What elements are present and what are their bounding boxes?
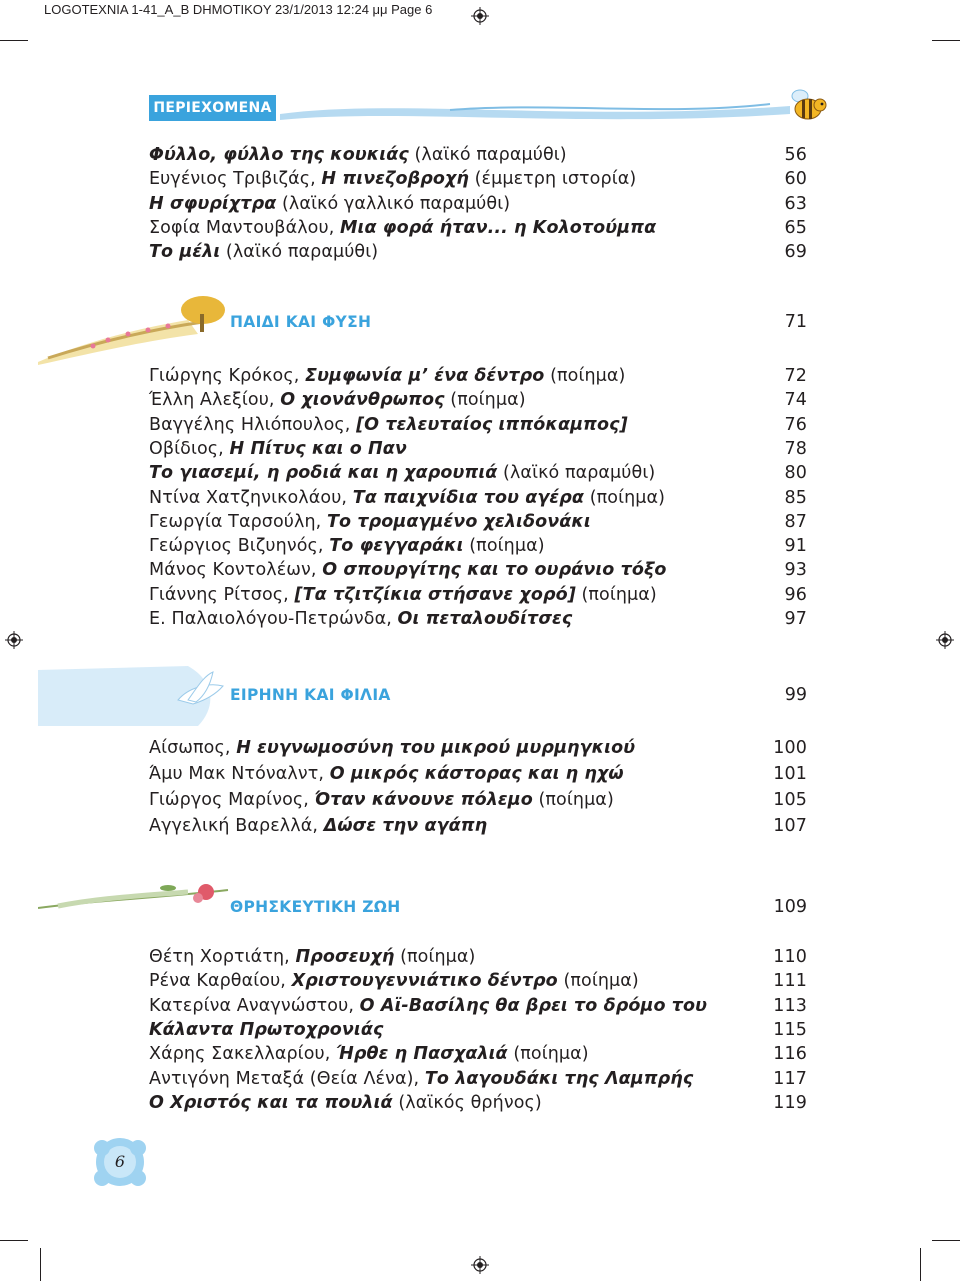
contents-entry (149, 242, 807, 268)
contents-entry (149, 439, 807, 465)
entry-title: Το τρομαγμένο χελιδονάκι (326, 511, 591, 532)
entry-title: Το μέλι (149, 242, 221, 263)
contents-entry (149, 169, 807, 195)
entry-author: Σοφία Μαντουβάλου, (149, 217, 341, 238)
contents-entry (149, 194, 807, 220)
entry-text (149, 816, 487, 836)
entry-author: Γιώργος Μαρίνος, (149, 790, 315, 810)
entry-page: 117 (773, 1068, 807, 1089)
contents-entry (149, 1020, 807, 1046)
entry-author: Οβίδιος, (149, 438, 230, 459)
entry-text (149, 585, 657, 605)
entry-text (149, 536, 545, 556)
entry-note: (ποίημα) (532, 790, 614, 810)
entry-title: Το λαγουδάκι της Λαμπρής (424, 1068, 694, 1089)
contents-entry (149, 536, 807, 562)
entry-page: 97 (784, 609, 807, 629)
entry-page: 96 (784, 584, 807, 605)
entry-text (149, 463, 655, 483)
entry-author: Βαγγέλης Ηλιόπουλος, (149, 414, 357, 435)
entry-author: Γιάννης Ρίτσος, (149, 584, 295, 605)
entry-text (149, 390, 526, 410)
entry-author: Ευγένιος Τριβιζάς, (149, 169, 322, 190)
entry-title: Προσευχή (295, 947, 395, 967)
entry-text (149, 145, 567, 165)
entry-text (149, 169, 636, 189)
entry-title: [Τα τζιτζίκια στήσανε χορό] (294, 584, 576, 605)
entry-note: (ποίημα) (463, 536, 545, 557)
entry-note: (έμμετρη ιστορία) (468, 169, 637, 190)
entry-title: Το γιασεμί, η ροδιά και η χαρουπιά (149, 463, 498, 484)
entry-page: 116 (773, 1044, 807, 1065)
entry-text (149, 1020, 383, 1040)
entry-author: Χάρης Σακελλαρίου, (149, 1044, 337, 1065)
entry-text (149, 609, 572, 629)
contents-entry (149, 816, 807, 842)
contents-entry (149, 463, 807, 489)
entry-title: Ο σπουργίτης και το ουράνιο τόξο (322, 560, 667, 581)
section-page: 109 (773, 897, 807, 917)
entry-author: Αγγελική Βαρελλά, (149, 816, 324, 836)
contents-entry (149, 560, 807, 586)
contents-badge: ΠΕΡΙΕΧΟΜΕΝΑ (149, 95, 276, 121)
entry-page: 78 (784, 438, 807, 459)
crop-mark (0, 40, 28, 41)
entry-page: 69 (784, 242, 807, 263)
page-number: 6 (114, 1152, 126, 1171)
entry-page: 111 (773, 971, 807, 992)
entry-page: 105 (773, 790, 807, 810)
entry-title: Ο μικρός κάστορας και η ηχώ (329, 764, 624, 784)
entry-text (149, 218, 656, 238)
entry-text (149, 512, 591, 532)
entry-title: Μια φορά ήταν... η Κολοτούμπα (340, 217, 657, 238)
entry-page: 80 (784, 463, 807, 484)
entry-text (149, 1093, 542, 1113)
flower-branch-illustration (38, 878, 230, 918)
contents-entry (149, 738, 807, 764)
contents-entry (149, 390, 807, 416)
entry-page: 63 (784, 193, 807, 214)
entry-note: (ποίημα) (394, 947, 476, 967)
bee-icon (786, 88, 830, 124)
contents-entry (149, 790, 807, 816)
entry-title: Ήρθε η Πασχαλιά (336, 1044, 508, 1065)
section-label: ΠΑΙΔΙ ΚΑΙ ΦΥΣΗ (230, 313, 372, 331)
entry-note: (ποίημα) (575, 584, 657, 605)
entry-author: Μάνος Κοντολέων, (149, 560, 323, 581)
entry-text (149, 738, 635, 758)
entry-title: Ο Χριστός και τα πουλιά (149, 1092, 393, 1113)
entry-author: Αντιγόνη Μεταξά (Θεία Λένα), (149, 1068, 425, 1089)
contents-entry (149, 1093, 807, 1119)
entry-text (149, 996, 707, 1016)
entry-title: Όταν κάνουνε πόλεμο (314, 790, 533, 810)
entry-title: Δώσε την αγάπη (323, 816, 488, 836)
entry-page: 76 (784, 414, 807, 435)
contents-entry (149, 488, 807, 514)
entry-title: Ο Αϊ-Βασίλης θα βρει το δρόμο του (359, 995, 708, 1016)
section-page: 71 (784, 312, 807, 332)
entry-text (149, 488, 665, 508)
contents-entry (149, 971, 807, 997)
entry-page: 60 (784, 169, 807, 190)
entry-title: Η σφυρίχτρα (149, 193, 277, 214)
registration-mark-icon (936, 631, 954, 649)
entry-author: Ντίνα Χατζηνικολάου, (149, 487, 353, 508)
contents-entry (149, 947, 807, 973)
entry-title: Συμφωνία μ’ ένα δέντρο (305, 366, 545, 386)
section-heading-nature (230, 312, 807, 338)
entry-text (149, 947, 475, 967)
entry-text (149, 790, 614, 810)
crop-mark (932, 40, 960, 41)
entry-page: 91 (784, 536, 807, 557)
entry-author: Γιώργης Κρόκος, (149, 366, 306, 386)
entry-note: (ποίημα) (507, 1044, 589, 1065)
registration-mark-icon (5, 631, 23, 649)
entry-title: Η Πίτυς και ο Παν (229, 438, 407, 459)
contents-entry (149, 996, 807, 1022)
entry-page: 72 (784, 366, 807, 386)
entry-text (149, 1069, 693, 1089)
printer-slug: LOGOTEXNIA 1-41_A_B DHMOTIKOY 23/1/2013 12:24 μμ Page 6 (44, 2, 433, 17)
contents-entry (149, 145, 807, 171)
entry-title: Η πινεζοβροχή (321, 169, 469, 190)
crop-mark (920, 1248, 921, 1281)
entry-page: 74 (784, 390, 807, 411)
entry-page: 93 (784, 560, 807, 581)
entry-text (149, 415, 628, 435)
entry-text (149, 439, 407, 459)
entry-note: (ποίημα) (557, 971, 639, 992)
crop-mark (0, 1240, 28, 1241)
contents-entry (149, 609, 807, 635)
entry-page: 87 (784, 511, 807, 532)
contents-entry (149, 415, 807, 441)
entry-page: 65 (784, 217, 807, 238)
tree-branch-illustration (38, 290, 228, 365)
entry-text (149, 560, 667, 580)
entry-text (149, 194, 510, 214)
contents-entry (149, 1069, 807, 1095)
contents-entry (149, 512, 807, 538)
entry-author: Έλλη Αλεξίου, (149, 390, 281, 411)
section-heading-religion (230, 897, 807, 923)
entry-page: 56 (784, 145, 807, 165)
entry-note: (λαϊκός θρήνος) (392, 1092, 542, 1113)
section-page: 99 (784, 685, 807, 705)
entry-page: 107 (773, 816, 807, 836)
entry-author: Αίσωπος, (149, 738, 237, 758)
contents-entry (149, 366, 807, 392)
entry-text (149, 971, 639, 991)
entry-title: [Ο τελευταίος ιππόκαμπος] (356, 414, 628, 435)
entry-page: 100 (773, 738, 807, 758)
entry-author: Θέτη Χορτιάτη, (149, 947, 296, 967)
entry-text (149, 366, 625, 386)
contents-entry (149, 218, 807, 244)
entry-title: Οι πεταλουδίτσες (397, 609, 573, 629)
entry-note: (λαϊκό παραμύθι) (408, 145, 567, 165)
entry-page: 85 (784, 487, 807, 508)
entry-note: (λαϊκό παραμύθι) (220, 242, 379, 263)
crop-mark (40, 1248, 41, 1281)
entry-note: (λαϊκό γαλλικό παραμύθι) (276, 193, 511, 214)
entry-text (149, 764, 624, 784)
entry-page: 101 (773, 764, 807, 784)
entry-title: Ο χιονάνθρωπος (280, 390, 445, 411)
contents-entry (149, 585, 807, 611)
section-label: ΘΡΗΣΚΕΥΤΙΚΗ ΖΩΗ (230, 898, 401, 916)
dove-illustration (38, 660, 230, 728)
entry-author: Κατερίνα Αναγνώστου, (149, 995, 360, 1016)
entry-title: Τα παιχνίδια του αγέρα (352, 487, 585, 508)
entry-page: 119 (773, 1092, 807, 1113)
entry-title: Χριστουγεννιάτικο δέντρο (291, 971, 558, 992)
entry-author: Άμυ Μακ Ντόναλντ, (149, 764, 330, 784)
entry-text (149, 1044, 589, 1064)
registration-mark-icon (471, 7, 489, 25)
registration-mark-icon (471, 1256, 489, 1274)
entry-note: (ποίημα) (444, 390, 526, 411)
entry-title: Το φεγγαράκι (329, 536, 464, 557)
entry-note: (ποίημα) (544, 366, 626, 386)
contents-entry (149, 764, 807, 790)
entry-note: (ποίημα) (584, 487, 666, 508)
section-heading-peace (230, 685, 807, 711)
contents-entry (149, 1044, 807, 1070)
entry-page: 115 (773, 1019, 807, 1040)
entry-title: Κάλαντα Πρωτοχρονιάς (149, 1019, 384, 1040)
entry-page: 113 (773, 995, 807, 1016)
entry-title: Η ευγνωμοσύνη του μικρού μυρμηγκιού (236, 738, 636, 758)
entry-author: Ε. Παλαιολόγου-Πετρώνδα, (149, 609, 398, 629)
entry-author: Γεώργιος Βιζυηνός, (149, 536, 330, 557)
section-label: ΕΙΡΗΝΗ ΚΑΙ ΦΙΛΙΑ (230, 686, 391, 704)
entry-author: Ρένα Καρθαίου, (149, 971, 292, 992)
entry-author: Γεωργία Ταρσούλη, (149, 511, 327, 532)
entry-note: (λαϊκό παραμύθι) (497, 463, 656, 484)
entry-page: 110 (773, 947, 807, 967)
entry-text (149, 242, 378, 262)
crop-mark (932, 1240, 960, 1241)
entry-title: Φύλλο, φύλλο της κουκιάς (149, 145, 409, 165)
